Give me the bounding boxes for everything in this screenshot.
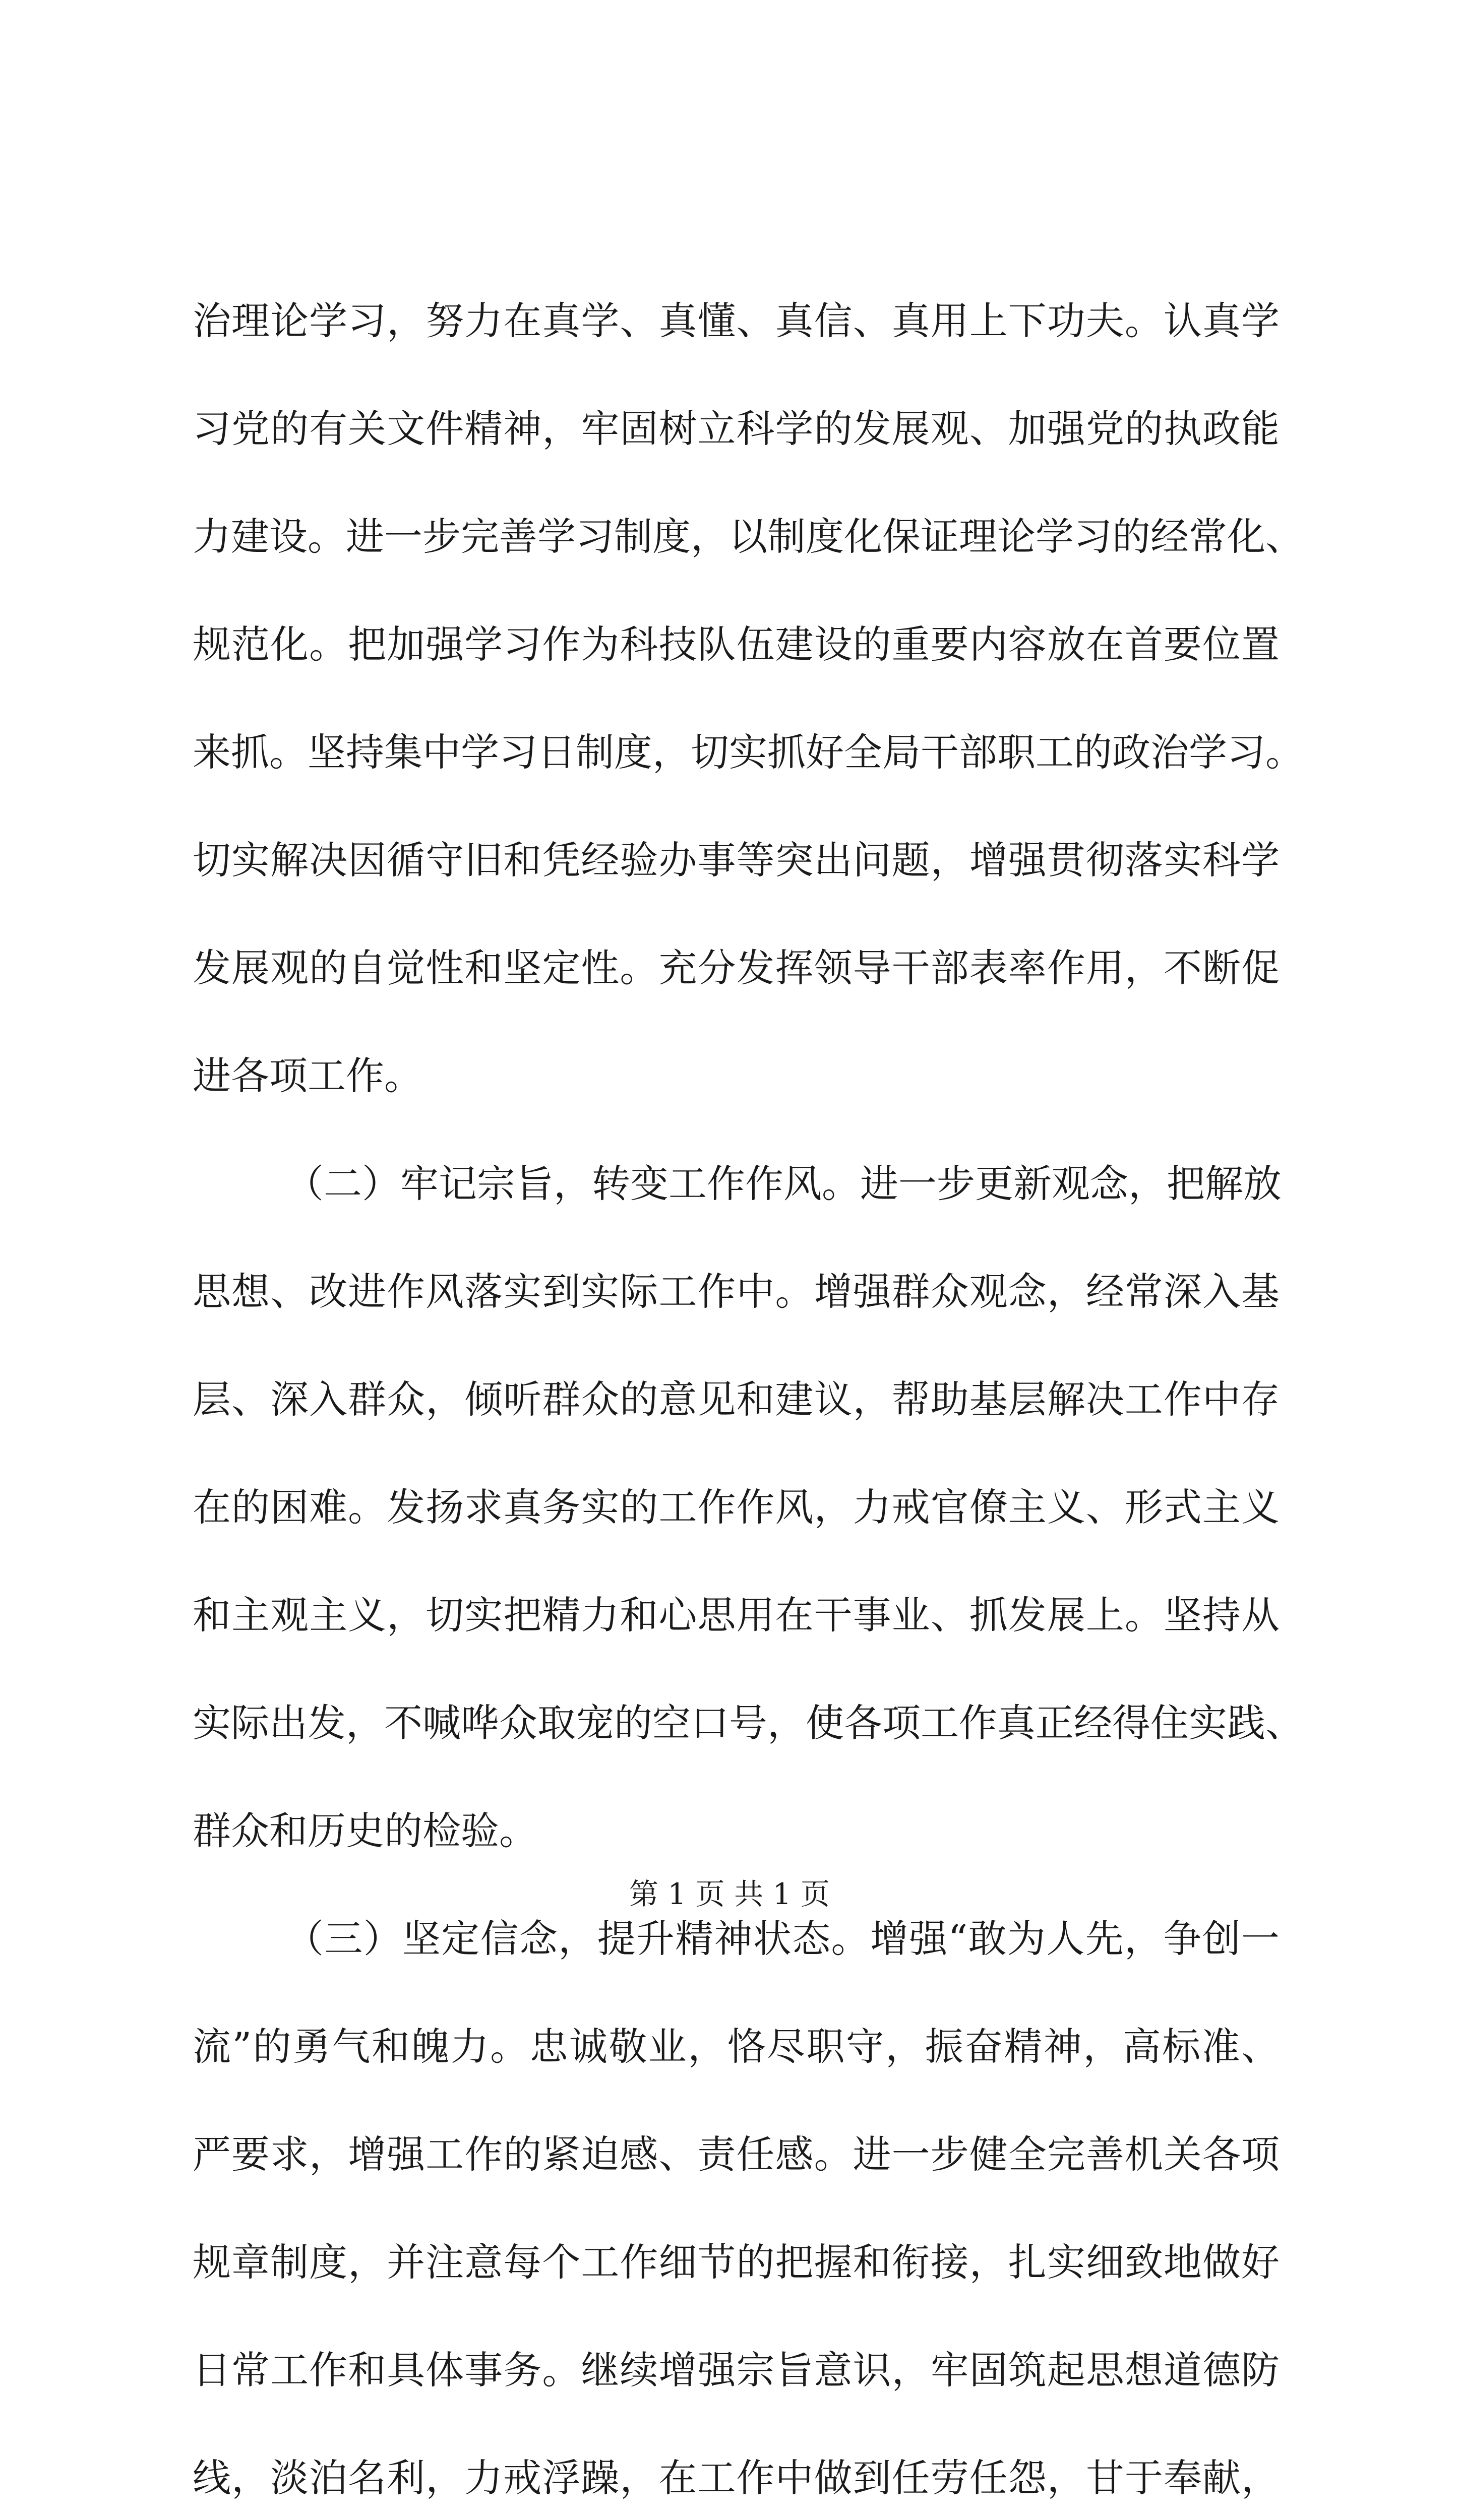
document-body — [193, 267, 1304, 2520]
paragraph-heading-line: （二）牢记宗旨，转变工作作风。进一步更新观念，把解放 — [285, 1161, 1282, 1206]
text-line: 习党的有关文件精神，牢固树立科学的发展观、加强党的执政能 — [193, 406, 1280, 451]
text-line: 来抓。坚持集中学习日制度，切实抓好全局干部职工的政治学习。 — [193, 730, 1304, 775]
text-line: 思想、改进作风落实到实际工作中。增强群众观念，经常深入基 — [193, 1269, 1280, 1314]
paragraph-heading-line: （三）坚定信念，提升精神状态。增强“敢为人先，争创一 — [285, 1916, 1280, 1961]
text-line: 实际出发，不喊哗众取宠的空口号，使各项工作真正经得住实践、 — [193, 1700, 1304, 1745]
text-line: 严要求，增强工作的紧迫感、责任感。进一步健全完善机关各项 — [193, 2132, 1280, 2177]
text-line: 群众和历史的检验。 — [193, 1808, 537, 1853]
page-number-footer: 第 1 页 共 1 页 — [629, 1877, 830, 1911]
text-line: 日常工作和具体事务。继续增强宗旨意识，牢固筑起思想道德防 — [193, 2348, 1280, 2392]
text-line: 力建设。进一步完善学习制度，以制度化保证理论学习的经常化、 — [193, 514, 1304, 559]
text-line: 规章制度，并注意每个工作细节的把握和衔接，扎实细致地做好 — [193, 2240, 1280, 2285]
text-line: 在的困难。发扬求真务实的工作作风，力戒官僚主义、形式主义 — [193, 1485, 1280, 1530]
text-line: 线，淡泊名利，力戒浮躁，在工作中做到任劳任怨，甘于奉献， — [193, 2455, 1280, 2500]
text-line: 规范化。把加强学习作为科技队伍建设的重要内容放在首要位置 — [193, 622, 1280, 667]
text-line: 发展观的自觉性和坚定性。充分发挥领导干部表率作用，不断促 — [193, 946, 1280, 990]
text-line: 治理论学习，努力在真学、真懂、真信、真用上下功夫。认真学 — [193, 298, 1280, 343]
text-line: 和主观主义，切实把精力和心思用在干事业、抓发展上。坚持从 — [193, 1593, 1280, 1637]
text-line: 切实解决因循守旧和凭经验办事等突出问题，增强贯彻落实科学 — [193, 838, 1280, 883]
text-line: 层、深入群众，倾听群众的意见和建议，帮助基层解决工作中存 — [193, 1377, 1280, 1422]
text-line: 流”的勇气和魄力。忠诚敬业，恪尽职守，振奋精神，高标准、 — [193, 2024, 1280, 2069]
text-line: 进各项工作。 — [193, 1053, 422, 1098]
